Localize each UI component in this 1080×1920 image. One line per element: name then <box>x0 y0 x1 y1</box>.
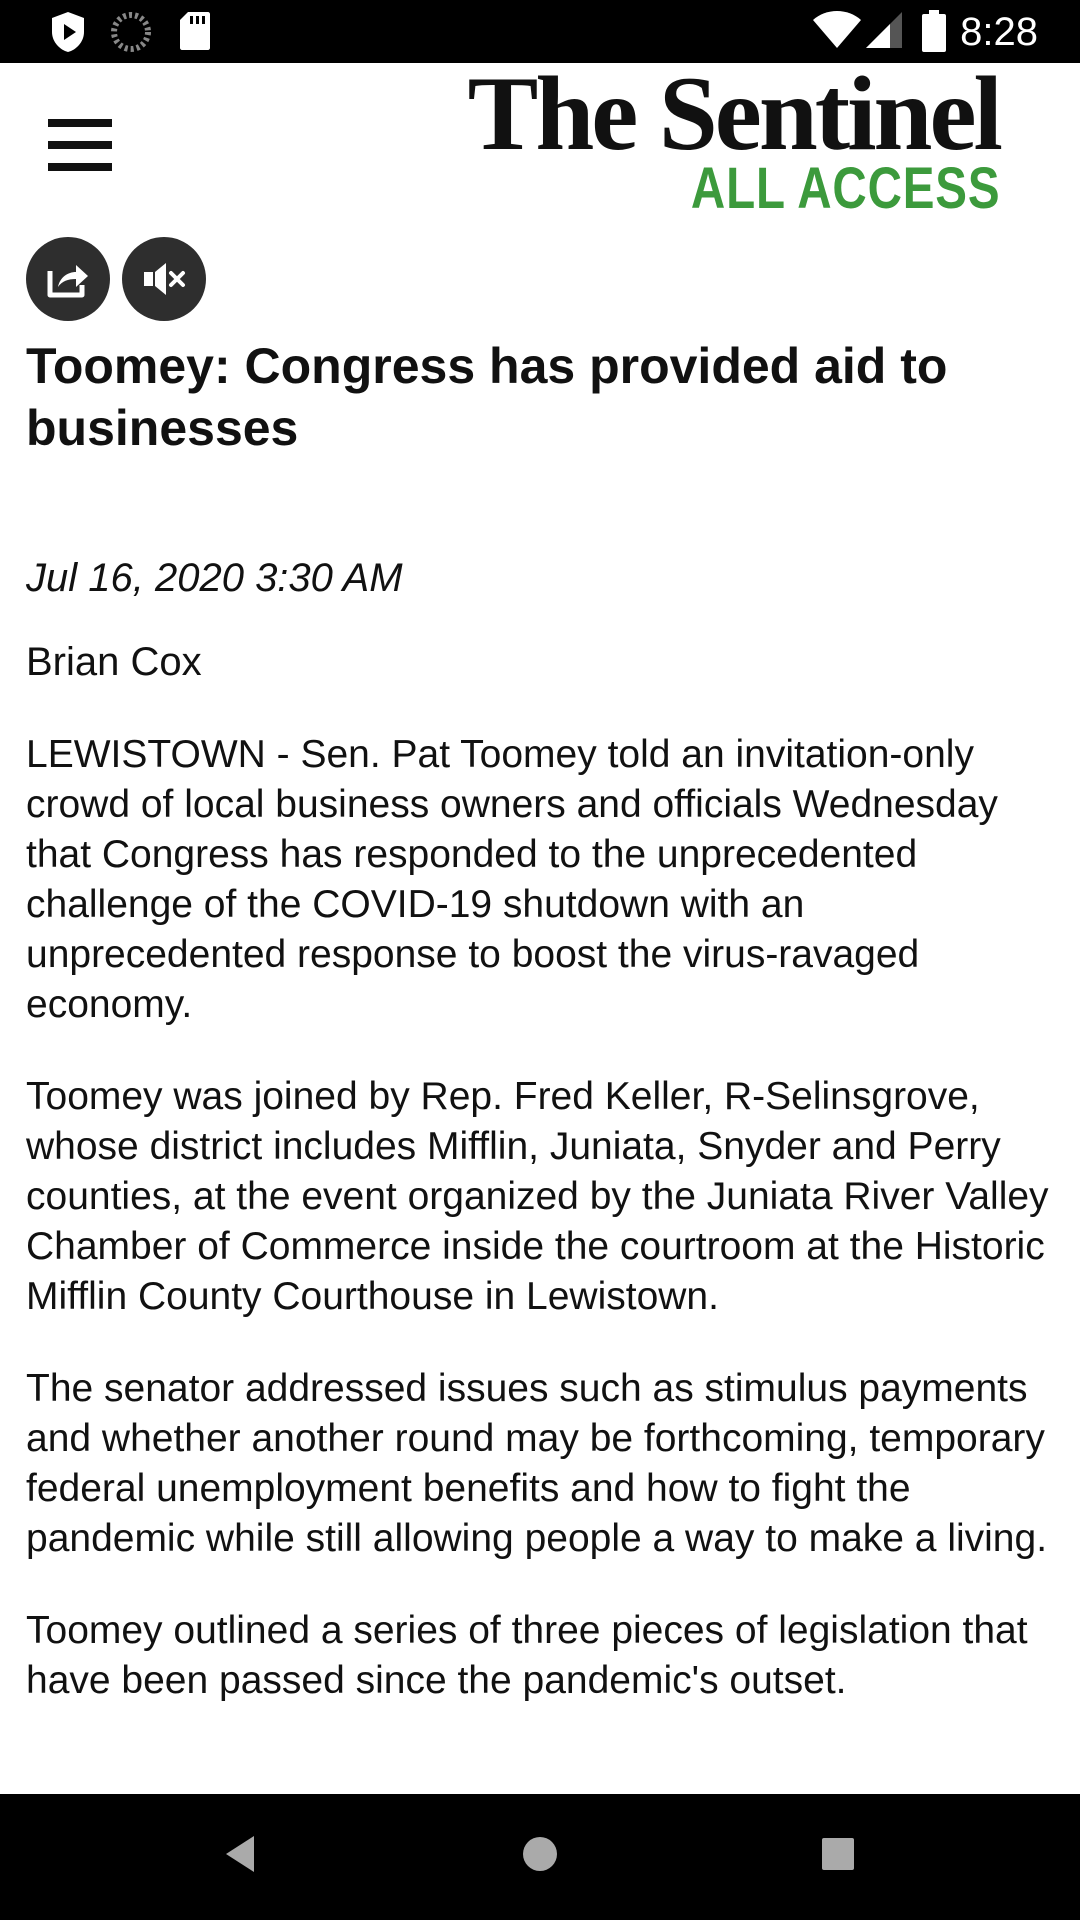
logo-subtitle: ALL ACCESS <box>690 156 1000 221</box>
home-icon[interactable] <box>522 1834 558 1874</box>
article-author: Brian Cox <box>26 640 202 684</box>
article-paragraph: Toomey was joined by Rep. Fred Keller, R-Selinsgrove, whose district includes Mifflin, Juniata, Snyder and Perry counties, at the event organized by the Juniata River Valley Chamber of Commerce inside the courtroom at the Historic Mifflin County Courthouse in Lewistown. <box>26 1075 1049 1318</box>
article-headline: Toomey: Congress has provided aid to businesses <box>26 338 948 456</box>
app-header <box>0 55 1080 223</box>
share-icon <box>46 257 90 301</box>
article-body <box>26 730 1051 1748</box>
article-paragraph: LEWISTOWN - Sen. Pat Toomey told an invitation-only crowd of local business owners and officials Wednesday that Congress has responded to the unprecedented challenge of the COVID-19 shutdown with an unprecedented response to boost the virus-ravaged economy. <box>26 733 998 1026</box>
hamburger-menu-icon[interactable] <box>40 113 120 179</box>
share-button[interactable] <box>26 237 110 321</box>
recents-icon[interactable] <box>820 1834 856 1874</box>
play-protect-icon <box>48 10 88 54</box>
mute-button[interactable] <box>122 237 206 321</box>
logo-title: The Sentinel <box>467 55 1000 172</box>
battery-icon <box>920 10 948 52</box>
clock: 8:28 <box>960 10 1038 54</box>
cell-signal-icon <box>864 10 904 50</box>
mute-icon <box>142 257 186 301</box>
wifi-icon <box>812 10 862 50</box>
spinner-icon <box>109 10 153 54</box>
logo[interactable] <box>440 55 1040 223</box>
article-dateline: Jul 16, 2020 3:30 AM <box>26 556 403 600</box>
article <box>26 335 1049 1702</box>
navigation-bar <box>0 1794 1080 1920</box>
back-icon[interactable] <box>222 1834 258 1874</box>
article-paragraph: Toomey outlined a series of three pieces of legislation that have been passed since the pandemic's outset. <box>26 1609 1028 1702</box>
article-paragraph: The senator addressed issues such as stimulus payments and whether another round may be forthcoming, temporary federal unemployment benefits and how to fight the pandemic while still allowing people a way to make a living. <box>26 1367 1048 1560</box>
sd-card-icon <box>178 10 212 52</box>
status-bar <box>0 0 1080 63</box>
